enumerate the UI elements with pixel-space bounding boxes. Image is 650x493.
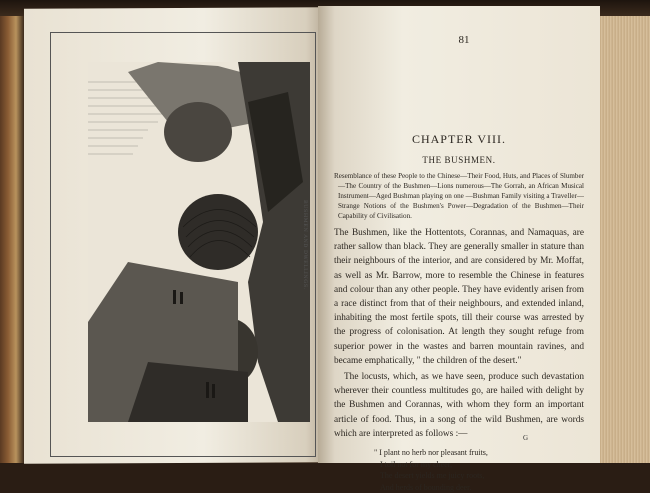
chapter-subtitle: THE BUSHMEN. — [422, 155, 496, 165]
body-paragraph: The locusts, which, as we have seen, produce such devastation wherever their countless multitudes go, are hailed with delight by the Bushmen and Corannas, with whom they form an important article of food. Thus, in a song of the wild Bushmen, are words which are interpreted as follows :— — [334, 372, 584, 439]
plate-caption: BUSHMEN AND DWELLINGS. — [302, 200, 308, 290]
engraving-illustration — [88, 62, 310, 422]
body-paragraph: The Bushmen, like the Hottentots, Corannas, and Namaquas, are rather sallow than black. They are generally smaller in stature than their neighbours of the interior, and are considered by Mr. Moffat, as well as Mr. Barrow, more to resemble the Chinese in features and colour than any other people. They have evidently arisen from a race distinct from that of their neighbours, and extended inland, inhabiting the most fertile spots, till their course was arrested by the progress of colonisation. At length they sought refuge from superior power in the wastes and barren mountain ravines, and became emphatically, " the children of the desert." — [334, 228, 584, 366]
chapter-synopsis: Resemblance of these People to the Chinese—Their Food, Huts, and Places of Slumber—The Country of the Bushmen—Lions numerous—The Gorrah, an African Musical Instrument—Aged Bushman playing on one —Bushman Family visiting a Traveller—Strange Notions of the Bushmen's Power—Degradation of the Bushmen—Their Capability of Civilisation. — [334, 172, 584, 220]
poem-block — [334, 447, 584, 493]
poem-line: " I plant no herb nor pleasant fruits, — [374, 448, 488, 458]
poem-line: The desert yields me juicy roots, — [380, 471, 485, 481]
chapter-heading: CHAPTER VIII. — [411, 132, 507, 146]
signature-mark: G — [523, 434, 529, 442]
page-number: 81 — [458, 34, 470, 46]
page-edges — [592, 0, 650, 463]
page-text — [334, 34, 584, 493]
poem-line: I toil not for my cheer, — [380, 459, 453, 469]
poem-line: And herds of bounding deer. — [380, 482, 472, 492]
